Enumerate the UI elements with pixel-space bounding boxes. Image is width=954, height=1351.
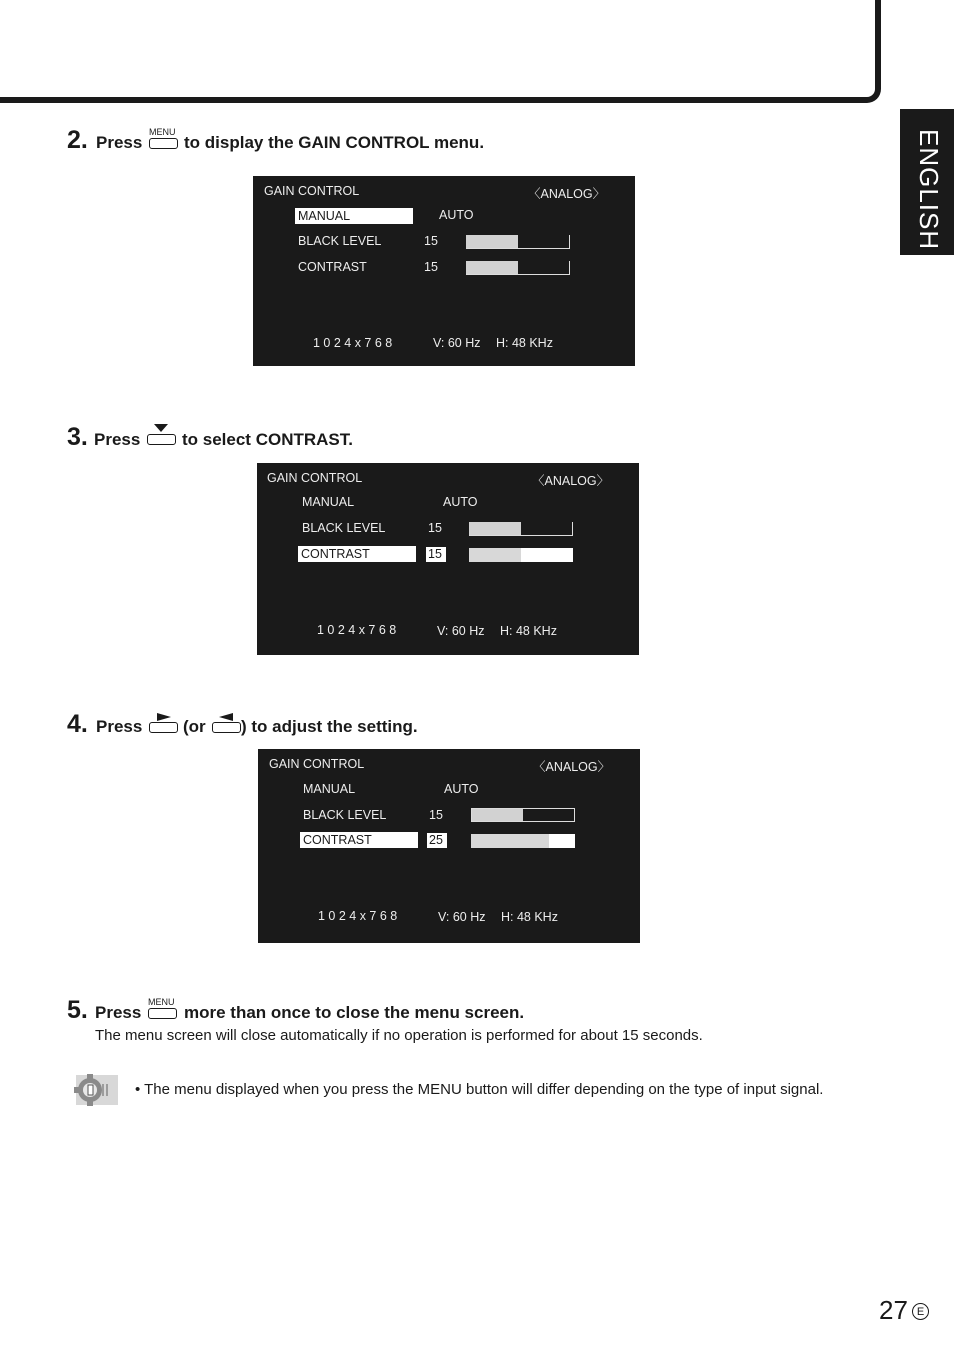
menu-key-label: MENU [149, 127, 176, 137]
osd-contrast: CONTRAST [298, 260, 367, 274]
osd-hfreq: H: 48 KHz [496, 336, 553, 350]
osd-contrast-bar [466, 261, 570, 275]
osd-contrast-selected: CONTRAST [300, 832, 418, 848]
osd-resolution: 1 0 2 4 x 7 6 8 [318, 909, 398, 923]
osd-screen-menu [253, 176, 635, 366]
osd-contrast-bar [471, 834, 575, 848]
note-text: • The menu displayed when you press the MENU button will differ depending on the type of input signal. [135, 1081, 824, 1098]
osd-mode: 〈ANALOG〉 [532, 474, 610, 488]
osd-black-level-bar-fill [472, 809, 523, 821]
note-gear-icon [70, 1073, 118, 1107]
osd-auto: AUTO [444, 782, 479, 796]
osd-contrast-bar-fill [469, 548, 521, 562]
step-press-label: Press [94, 430, 141, 449]
right-button-icon [149, 722, 178, 733]
osd-screen-select-contrast [257, 463, 639, 655]
step-number: 2. [67, 126, 88, 154]
osd-black-level-bar [471, 808, 575, 822]
osd-title: GAIN CONTROL [267, 471, 363, 485]
osd-contrast-value: 15 [426, 547, 446, 562]
osd-black-level: BLACK LEVEL [303, 808, 387, 822]
step-press-label: Press [96, 133, 143, 152]
osd-resolution: 1 0 2 4 x 7 6 8 [313, 336, 393, 350]
step-or-label: (or [183, 717, 206, 736]
language-tab-label: ENGLISH [914, 129, 944, 251]
osd-manual: MANUAL [302, 495, 355, 509]
step-press-label: Press [95, 1003, 142, 1022]
osd-manual: MANUAL [303, 782, 356, 796]
osd-auto: AUTO [439, 208, 474, 222]
step-text: more than once to close the menu screen. [184, 1003, 525, 1022]
down-button-icon [147, 434, 176, 445]
page-suffix-badge: E [912, 1303, 929, 1320]
osd-mode: 〈ANALOG〉 [533, 760, 611, 774]
osd-resolution: 1 0 2 4 x 7 6 8 [317, 623, 397, 637]
down-arrow-icon [154, 424, 168, 432]
menu-button-icon [148, 1008, 177, 1019]
language-tab [900, 109, 954, 255]
osd-contrast-bar-fill [466, 261, 518, 274]
osd-black-level-bar-fill [466, 235, 518, 248]
osd-auto: AUTO [443, 495, 478, 509]
osd-contrast-value: 15 [424, 260, 438, 274]
menu-key-label: MENU [148, 997, 175, 1007]
page-number: 27 [879, 1295, 908, 1325]
osd-black-level: BLACK LEVEL [302, 521, 386, 535]
osd-black-value: 15 [428, 521, 442, 535]
osd-contrast-bar [469, 548, 573, 562]
osd-contrast-bar-fill [471, 834, 549, 848]
osd-vfreq: V: 60 Hz [438, 910, 486, 924]
menu-button-icon [149, 138, 178, 149]
top-frame [0, 0, 881, 103]
osd-hfreq: H: 48 KHz [501, 910, 558, 924]
left-button-icon [212, 722, 241, 733]
step-number: 5. [67, 996, 88, 1024]
osd-title: GAIN CONTROL [264, 184, 360, 198]
osd-manual-selected: MANUAL [295, 208, 413, 224]
left-arrow-icon [219, 713, 233, 721]
step-5-description: The menu screen will close automatically if no operation is performed for about 15 seconds. [95, 1027, 703, 1044]
osd-black-level-bar-fill [469, 522, 521, 535]
step-number: 4. [67, 710, 88, 738]
osd-mode: 〈ANALOG〉 [528, 187, 606, 201]
osd-vfreq: V: 60 Hz [433, 336, 481, 350]
step-text: to display the GAIN CONTROL menu. [184, 133, 485, 152]
osd-black-value: 15 [429, 808, 443, 822]
osd-vfreq: V: 60 Hz [437, 624, 485, 638]
step-text: to select CONTRAST. [182, 430, 353, 449]
osd-contrast-selected: CONTRAST [298, 546, 416, 562]
osd-contrast-value: 25 [427, 833, 447, 848]
osd-title: GAIN CONTROL [269, 757, 365, 771]
osd-black-level-bar [469, 522, 573, 536]
osd-hfreq: H: 48 KHz [500, 624, 557, 638]
step-number: 3. [67, 423, 88, 451]
osd-screen-adjust-contrast [258, 749, 640, 943]
osd-black-level-bar [466, 235, 570, 249]
osd-black-level: BLACK LEVEL [298, 234, 382, 248]
osd-black-value: 15 [424, 234, 438, 248]
step-text: ) to adjust the setting. [241, 717, 418, 736]
step-press-label: Press [96, 717, 143, 736]
right-arrow-icon [157, 713, 171, 721]
